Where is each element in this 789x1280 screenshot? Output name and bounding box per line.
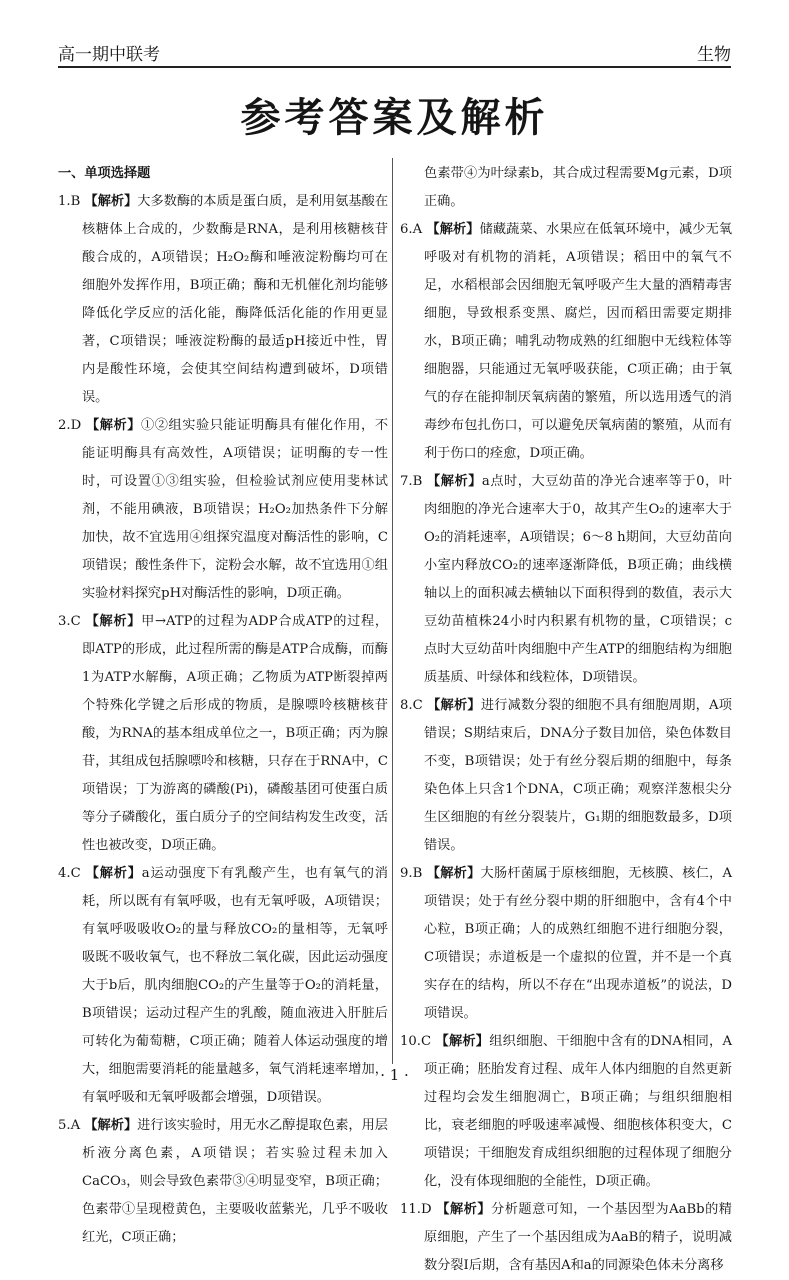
- analysis-tag: 【解析】: [85, 418, 141, 433]
- question-number: 4.: [58, 866, 71, 881]
- answer-letter: B: [412, 866, 423, 881]
- subject-name: 生物: [697, 45, 731, 65]
- question-number: 5.: [58, 1118, 71, 1133]
- page-number: · 1 ·: [380, 1066, 409, 1084]
- analysis-tag: 【解析】: [84, 1118, 138, 1133]
- answer-letter: B: [412, 474, 423, 489]
- column-divider: [392, 158, 393, 1064]
- page-title: 参考答案及解析: [240, 95, 549, 141]
- analysis-text: a运动强度下有乳酸产生，也有氧气的消耗，所以既有有氧呼吸，也有无氧呼吸，A项错误；有氧呼吸吸收O₂的量与释放CO₂的量相等，无氧呼吸既不吸收氧气，也不释放二氧化碳，因此运动强度大于b后，肌肉细胞CO₂的产生量等于O₂的消耗量，B项错误；运动过程产生的乳酸，随血液进入肝脏后可转化为葡萄糖，C项正确；随着人体运动强度的增大，细胞需要消耗的能量越多，氧气消耗速率增加，有氧呼吸和无氧呼吸都会增强，D项错误。: [82, 866, 388, 1105]
- analysis-tag: 【解析】: [84, 194, 138, 209]
- analysis-tag: 【解析】: [435, 1034, 490, 1049]
- page-header: [58, 40, 731, 66]
- answer-letter: B: [70, 194, 81, 209]
- analysis-tag: 【解析】: [427, 474, 482, 489]
- answer-letter: C: [70, 866, 81, 881]
- question-number: 6.: [400, 222, 413, 237]
- analysis-text: a点时，大豆幼苗的净光合速率等于0，叶肉细胞的净光合速率大于0，故其产生O₂的速率大于O₂的消耗速率，A项错误；6～8 h期间，大豆幼苗向小室内释放CO₂的速率逐渐降低，B项正确；曲线横轴以上的面积减去横轴以下面积得到的数值，表示大豆幼苗植株24小时内积累有机物的量，C项错误；c点时大豆幼苗叶肉细胞中产生ATP的细胞结构为细胞质基质、叶绿体和线粒体，D项错误。: [424, 474, 732, 685]
- question-number: 1.: [58, 194, 71, 209]
- answer-item: [400, 216, 732, 468]
- exam-name: 高一期中联考: [58, 45, 160, 65]
- question-number: 11.: [400, 1202, 421, 1217]
- answer-item: [58, 608, 388, 860]
- answer-letter: D: [420, 1202, 432, 1217]
- analysis-text: 储藏蔬菜、水果应在低氧环境中，减少无氧呼吸对有机物的消耗，A项错误；稻田中的氧气不足，水稻根部会因细胞无氧呼吸产生大量的酒精毒害细胞，导致根系变黑、腐烂，因而稻田需要定期排水，B项正确；哺乳动物成熟的红细胞中无线粒体等细胞器，只能通过无氧呼吸获能，C项正确；由于氧气的存在能抑制厌氧病菌的繁殖，所以选用透气的消毒纱布包扎伤口，可以避免厌氧病菌的繁殖，从而有利于伤口的痊愈，D项正确。: [424, 222, 733, 461]
- analysis-text: ①②组实验只能证明酶具有催化作用，不能证明酶具有高效性，A项错误；证明酶的专一性时，可设置①③组实验，但检验试剂应使用斐林试剂，不能用碘液，B项错误；H₂O₂加热条件下分解加快，故不宜选用④组探究温度对酶活性的影响，C项错误；酸性条件下，淀粉会水解，故不宜选用①组实验材料探究pH对酶活性的影响，D项正确。: [82, 418, 389, 601]
- question-number: 9.: [400, 866, 413, 881]
- analysis-text: 组织细胞、干细胞中含有的DNA相同，A项正确；胚胎发育过程、成年人体内细胞的自然更新过程均会发生细胞凋亡，B项正确；与组织细胞相比，衰老细胞的呼吸速率减慢、细胞核体积变大，C项错误；干细胞发育成组织细胞的过程体现了细胞分化，没有体现细胞的全能性，D项正确。: [424, 1034, 732, 1189]
- analysis-tag: 【解析】: [436, 1202, 492, 1217]
- analysis-text: 大多数酶的本质是蛋白质，是利用氨基酸在核糖体上合成的，少数酶是RNA，是利用核糖核苷酸合成的，A项错误；H₂O₂酶和唾液淀粉酶均可在细胞外发挥作用，B项正确；酶和无机催化剂均能够降低化学反应的活化能，酶降低活化能的作用更显著，C项错误；唾液淀粉酶的最适pH接近中性，胃内是酸性环境，会使其空间结构遭到破坏，D项错误。: [82, 194, 389, 405]
- answer-letter: A: [70, 1118, 81, 1133]
- header-rule: [58, 66, 731, 68]
- section-heading: 一、单项选择题: [58, 166, 151, 181]
- answer-item: [58, 188, 388, 412]
- answer-item: [400, 692, 732, 860]
- analysis-text: 甲→ATP的过程为ADP合成ATP的过程，即ATP的形成，此过程所需的酶是ATP合成酶，而酶1为ATP水解酶，A项正确；乙物质为ATP断裂掉两个特殊化学键之后形成的物质，是腺嘌呤核糖核苷酸，为RNA的基本组成单位之一，B项正确；丙为腺苷，其组成包括腺嘌呤和核糖，只存在于RNA中，C项错误；丁为游离的磷酸(Pi)，磷酸基团可使蛋白质等分子磷酸化，蛋白质分子的空间结构发生改变，活性也被改变，D项正确。: [82, 614, 389, 853]
- question-number: 10.: [400, 1034, 421, 1049]
- analysis-text: 大肠杆菌属于原核细胞，无核膜、核仁，A项错误；处于有丝分裂中期的肝细胞中，含有4个中心粒，B项正确；人的成熟红细胞不进行细胞分裂，C项错误；赤道板是一个虚拟的位置，并不是一个真实存在的结构，所以不存在“出现赤道板”的说法，D项错误。: [424, 866, 733, 1021]
- question-number: 8.: [400, 698, 413, 713]
- question-number: 3.: [58, 614, 71, 629]
- answer-letter: D: [70, 418, 82, 433]
- right-items: [400, 216, 732, 1280]
- item-5-continued: 色素带④为叶绿素b，其合成过程需要Mg元素，D项正确。: [424, 166, 732, 209]
- answer-item: [58, 412, 388, 608]
- question-number: 7.: [400, 474, 413, 489]
- analysis-tag: 【解析】: [85, 614, 142, 629]
- answer-letter: C: [70, 614, 81, 629]
- right-column: [400, 160, 732, 1280]
- answer-letter: C: [412, 698, 423, 713]
- analysis-tag: 【解析】: [426, 222, 480, 237]
- analysis-text: 进行该实验时，用无水乙醇提取色素，用层析液分离色素，A项错误；若实验过程未加入CaCO₃，则会导致色素带③④明显变窄，B项正确；色素带①呈现橙黄色，主要吸收蓝紫光，几乎不吸收红光，C项正确；: [82, 1118, 388, 1245]
- answer-letter: A: [412, 222, 423, 237]
- question-number: 2.: [58, 418, 71, 433]
- answer-item: [400, 860, 732, 1028]
- analysis-text: 分析题意可知，一个基因型为AaBb的精原细胞，产生了一个基因组成为AaB的精子，说明减数分裂Ⅰ后期，含有基因A和a的同源染色体未分离移: [424, 1202, 732, 1273]
- left-items: [58, 188, 388, 1252]
- answer-item: [400, 1028, 732, 1196]
- analysis-tag: 【解析】: [427, 698, 481, 713]
- answer-item: [58, 1112, 388, 1252]
- answer-item: [400, 1196, 732, 1280]
- answer-item: [400, 468, 732, 692]
- analysis-text: 进行减数分裂的细胞不具有细胞周期，A项错误；S期结束后，DNA分子数目加倍，染色体数目不变，B项错误；处于有丝分裂后期的细胞中，每条染色体上只含1个DNA，C项正确；观察洋葱根尖分生区细胞的有丝分裂装片，G₁期的细胞数最多，D项错误。: [424, 698, 732, 853]
- left-column: [58, 160, 388, 1252]
- analysis-tag: 【解析】: [85, 866, 142, 881]
- analysis-tag: 【解析】: [426, 866, 481, 881]
- answer-letter: C: [420, 1034, 432, 1049]
